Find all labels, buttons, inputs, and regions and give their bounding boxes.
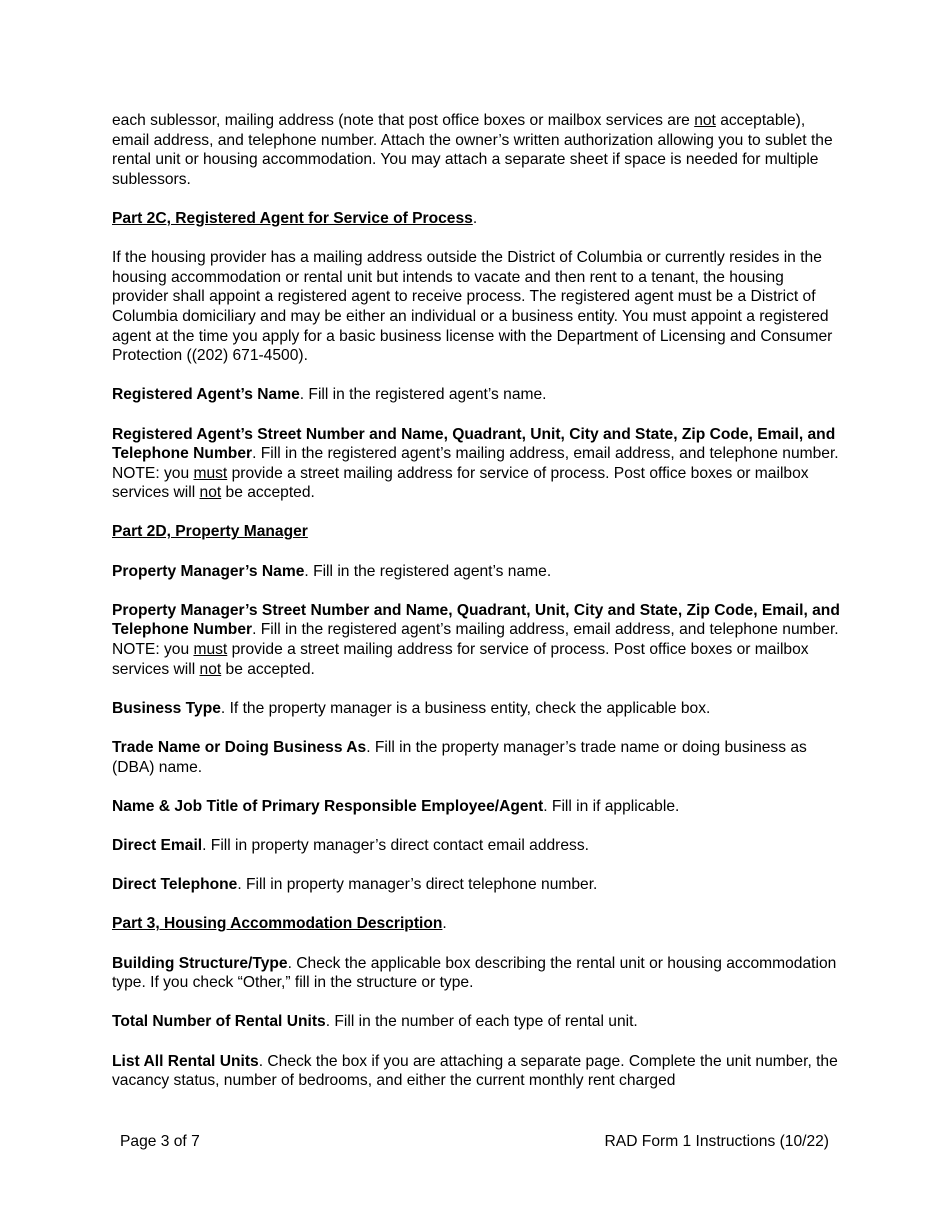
item-text: be accepted. <box>221 660 315 678</box>
item-text: be accepted. <box>221 484 315 502</box>
building-structure-item <box>112 954 842 993</box>
item-label: Registered Agent’s Name <box>112 386 300 404</box>
item-text: . Fill in the registered agent’s mailing address, email address, and telephone number. NOTE: you <box>112 621 839 659</box>
text-run: acceptable), email address, and telephone number. Attach the owner’s written authorization allowing you to sublet the rental unit or housing accommodation. You may attach a separate sheet if space is needed for multiple sublessors. <box>112 112 833 188</box>
text-run: each sublessor, mailing address (note that post office boxes or mailbox services are <box>112 112 695 129</box>
section-heading: Part 3, Housing Accommodation Description <box>112 915 443 933</box>
item-text: . Fill in the property manager’s trade name or doing business as (DBA) name. <box>112 739 807 776</box>
direct-telephone-item <box>112 875 842 895</box>
item-label: Trade Name or Doing Business As <box>112 739 367 756</box>
page-number: Page 3 of 7 <box>120 1133 200 1150</box>
item-text: . Fill in the registered agent’s name. <box>299 386 547 404</box>
item-label: Direct Email <box>112 836 203 854</box>
item-label: Direct Telephone <box>112 876 238 894</box>
text-run: . <box>472 209 478 227</box>
sublessor-paragraph <box>112 111 842 189</box>
item-label: List All Rental Units <box>112 1052 259 1070</box>
item-text: . If the property manager is a business entity, check the applicable box. <box>220 699 711 717</box>
item-text: provide a street mailing address for service of process. Post office boxes or mailbox services will <box>112 464 809 502</box>
property-manager-name-item <box>112 562 842 582</box>
item-text: . Fill in property manager’s direct telephone number. <box>237 876 598 894</box>
item-text: . Check the applicable box describing the rental unit or housing accommodation type. If you check “Other,” fill in the structure or type. <box>112 954 837 992</box>
form-identifier: RAD Form 1 Instructions (10/22) <box>604 1133 829 1150</box>
item-text: . Fill in if applicable. <box>543 797 680 815</box>
responsible-employee-item <box>112 797 842 817</box>
underlined-word: not <box>199 484 222 502</box>
direct-email-item <box>112 836 842 856</box>
underlined-word: must <box>193 641 228 659</box>
section-heading: Part 2D, Property Manager <box>112 523 308 541</box>
item-text: provide a street mailing address for service of process. Post office boxes or mailbox services will <box>112 641 809 678</box>
business-type-item <box>112 699 842 719</box>
item-label: Total Number of Rental Units <box>112 1013 326 1031</box>
item-text: . Check the box if you are attaching a separate page. Complete the unit number, the vacancy status, number of bedrooms, and either the current monthly rent charged <box>112 1052 838 1090</box>
page-content <box>112 111 842 1110</box>
trade-name-item <box>112 738 842 777</box>
part-2d-heading <box>112 522 842 542</box>
underlined-word: not <box>694 112 716 129</box>
item-label: Registered Agent’s Street Number and Name, Quadrant, Unit, City and State, Zip Code, Email, and Telephone Number <box>112 425 836 463</box>
part-2c-heading <box>112 209 842 229</box>
item-label: Business Type <box>112 699 221 717</box>
registered-agent-address-item <box>112 425 842 503</box>
part-3-heading <box>112 914 842 934</box>
text-run: . <box>442 915 447 933</box>
item-label: Name & Job Title of Primary Responsible Employee/Agent <box>112 797 544 815</box>
registered-agent-name-item <box>112 385 842 405</box>
item-label: Building Structure/Type <box>112 954 288 972</box>
list-rental-units-item <box>112 1052 842 1091</box>
underlined-word: not <box>199 660 222 678</box>
item-text: . Fill in property manager’s direct contact email address. <box>202 836 589 854</box>
item-text: . Fill in the number of each type of rental unit. <box>325 1013 638 1031</box>
total-rental-units-item <box>112 1012 842 1032</box>
underlined-word: must <box>193 464 228 482</box>
item-label: Property Manager’s Street Number and Name, Quadrant, Unit, City and State, Zip Code, Email, and Telephone Number <box>112 601 840 639</box>
item-text: . Fill in the registered agent’s name. <box>304 562 552 580</box>
property-manager-address-item <box>112 601 842 679</box>
item-label: Property Manager’s Name <box>112 562 305 580</box>
section-heading: Part 2C, Registered Agent for Service of Process <box>112 209 473 227</box>
part-2c-intro: If the housing provider has a mailing address outside the District of Columbia or currently resides in the housing accommodation or rental unit but intends to vacate and then rent to a tenant, the housing provider shall appoint a registered agent to receive process. The registered agent must be a District of Columbia domiciliary and may be either an individual or a business entity. You must appoint a registered agent at the time you apply for a basic business license with the Department of Licensing and Consumer Protection ((202) 671-4500). <box>112 249 833 365</box>
item-text: . Fill in the registered agent’s mailing address, email address, and telephone number. NOTE: you <box>112 445 839 482</box>
